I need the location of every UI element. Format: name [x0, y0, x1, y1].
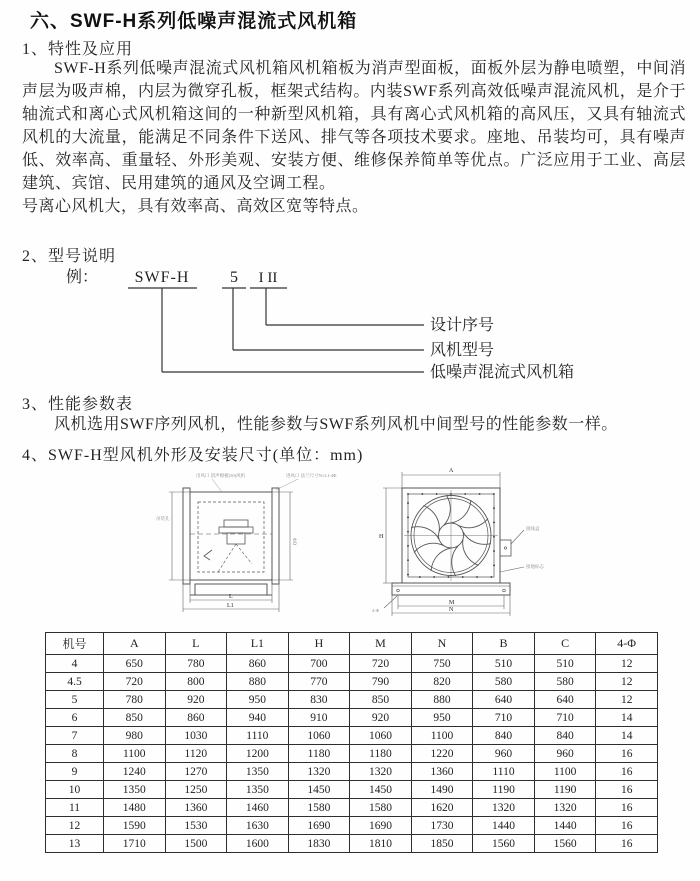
table-row — [46, 835, 658, 853]
table-cell: 1220 — [411, 745, 473, 763]
table-cell: 880 — [411, 691, 473, 709]
dim-L1-label: L1 — [227, 603, 234, 609]
table-cell: 700 — [288, 655, 350, 673]
table-cell: 1060 — [288, 727, 350, 745]
column-header: N — [411, 633, 473, 655]
table-cell: 960 — [534, 745, 596, 763]
table-cell: 800 — [165, 673, 227, 691]
table-row — [46, 763, 658, 781]
table-cell: 13 — [46, 835, 104, 853]
table-cell: 1320 — [473, 799, 535, 817]
dim-L-label: L — [229, 594, 233, 600]
table-cell: 770 — [288, 673, 350, 691]
table-row — [46, 727, 658, 745]
table-cell: 12 — [596, 673, 658, 691]
table-cell: 16 — [596, 781, 658, 799]
table-cell: 5 — [46, 691, 104, 709]
inlet-flange-label: 进风口 法兰尺寸N×L1-4Φ — [286, 473, 337, 478]
column-header: L1 — [227, 633, 289, 655]
column-header: A — [104, 633, 166, 655]
table-cell: 960 — [473, 745, 535, 763]
table-cell: 840 — [534, 727, 596, 745]
diagram-lines — [128, 288, 424, 372]
table-cell: 7 — [46, 727, 104, 745]
column-header: C — [534, 633, 596, 655]
table-cell: 850 — [104, 709, 166, 727]
table-cell: 1580 — [288, 799, 350, 817]
table-cell: 580 — [473, 673, 535, 691]
table-cell: 4 — [46, 655, 104, 673]
table-row — [46, 817, 658, 835]
table-cell: 14 — [596, 727, 658, 745]
table-cell: 880 — [227, 673, 289, 691]
table-cell: 1580 — [350, 799, 412, 817]
table-cell: 1440 — [473, 817, 535, 835]
table-cell: 1350 — [227, 781, 289, 799]
table-cell: 790 — [350, 673, 412, 691]
table-cell: 9 — [46, 763, 104, 781]
table-cell: 720 — [104, 673, 166, 691]
table-cell: 860 — [227, 655, 289, 673]
table-row — [46, 691, 658, 709]
front-view-drawing — [392, 488, 511, 595]
table-cell: 640 — [534, 691, 596, 709]
table-cell: 16 — [596, 817, 658, 835]
table-cell: 1830 — [288, 835, 350, 853]
table-cell: 1270 — [165, 763, 227, 781]
table-cell: 1850 — [411, 835, 473, 853]
hoist-hole-label: 吊装孔 — [156, 516, 170, 521]
impeller-dia-dim-label: ΦD — [291, 538, 296, 546]
table-cell: 720 — [350, 655, 412, 673]
table-cell: 1450 — [288, 781, 350, 799]
table-cell: 1060 — [350, 727, 412, 745]
table-cell: 1030 — [165, 727, 227, 745]
dimension-table — [45, 632, 658, 853]
table-cell: 1450 — [350, 781, 412, 799]
section3-body: 风机选用SWF序列风机，性能参数与SWF系列风机中间型号的性能参数一样。 — [54, 416, 618, 433]
table-cell: 1350 — [227, 763, 289, 781]
table-cell: 1190 — [534, 781, 596, 799]
table-cell: 1110 — [473, 763, 535, 781]
table-row — [46, 655, 658, 673]
table-cell: 980 — [104, 727, 166, 745]
table-cell: 780 — [104, 691, 166, 709]
table-cell: 920 — [165, 691, 227, 709]
table-row — [46, 673, 658, 691]
column-header: 机号 — [46, 633, 104, 655]
table-body — [46, 655, 658, 853]
table-cell: 16 — [596, 763, 658, 781]
front-view-dimensions — [383, 472, 524, 616]
table-cell: 1180 — [288, 745, 350, 763]
outlet-label: 出风口 消声棉板(50)风机 — [196, 473, 246, 478]
column-header: 4-Φ — [596, 633, 658, 655]
dim-N-label: N — [449, 607, 454, 613]
column-header: H — [288, 633, 350, 655]
table-cell: 1620 — [411, 799, 473, 817]
table-cell: 1730 — [411, 817, 473, 835]
table-cell: 510 — [534, 655, 596, 673]
table-cell: 14 — [596, 709, 658, 727]
callout-box-name: 低噪声混流式风机箱 — [430, 364, 575, 381]
table-cell: 750 — [411, 655, 473, 673]
table-cell: 820 — [411, 673, 473, 691]
dim-M-label: M — [449, 600, 455, 606]
page-title: 六、SWF-H系列低噪声混流式风机箱 — [30, 11, 358, 32]
table-cell: 1480 — [104, 799, 166, 817]
table-cell: 1190 — [473, 781, 535, 799]
table-cell: 640 — [473, 691, 535, 709]
table-row — [46, 745, 658, 763]
table-cell: 920 — [350, 709, 412, 727]
model-size: 5 — [230, 269, 238, 286]
table-cell: 1810 — [350, 835, 412, 853]
table-cell: 12 — [46, 817, 104, 835]
table-cell: 940 — [227, 709, 289, 727]
table-cell: 840 — [473, 727, 535, 745]
table-cell: 10 — [46, 781, 104, 799]
dim-H-label: H — [379, 534, 384, 540]
callout-fan-model: 风机型号 — [430, 342, 495, 359]
table-cell: 16 — [596, 745, 658, 763]
table-cell: 1690 — [350, 817, 412, 835]
table-cell: 11 — [46, 799, 104, 817]
table-cell: 16 — [596, 835, 658, 853]
table-row — [46, 799, 658, 817]
table-row — [46, 781, 658, 799]
table-cell: 1180 — [350, 745, 412, 763]
dim-A-label: A — [449, 468, 454, 474]
table-cell: 910 — [288, 709, 350, 727]
table-cell: 1360 — [165, 799, 227, 817]
side-view-drawing — [183, 488, 279, 595]
section1-paragraph — [22, 57, 686, 218]
example-label: 例： — [66, 269, 99, 286]
table-cell: 1490 — [411, 781, 473, 799]
table-cell: 510 — [473, 655, 535, 673]
callout-design-serial: 设计序号 — [430, 317, 495, 334]
model-designation-diagram — [0, 262, 700, 392]
table-cell: 650 — [104, 655, 166, 673]
section3-heading: 3、性能参数表 — [22, 396, 134, 413]
table-cell: 1240 — [104, 763, 166, 781]
ground-mark-label: 接地标志 — [526, 564, 544, 569]
table-cell: 1630 — [227, 817, 289, 835]
table-cell: 710 — [473, 709, 535, 727]
column-header: B — [473, 633, 535, 655]
table-cell: 1440 — [534, 817, 596, 835]
table-cell: 8 — [46, 745, 104, 763]
table-cell: 1560 — [473, 835, 535, 853]
table-cell: 580 — [534, 673, 596, 691]
table-header-row — [46, 633, 658, 655]
table-cell: 1320 — [350, 763, 412, 781]
table-cell: 830 — [288, 691, 350, 709]
table-cell: 780 — [165, 655, 227, 673]
model-prefix: SWF-H — [134, 269, 190, 286]
column-header: L — [165, 633, 227, 655]
table-cell: 12 — [596, 655, 658, 673]
table-cell: 1500 — [165, 835, 227, 853]
section2-heading: 2、型号说明 — [22, 248, 117, 265]
table-cell: 1100 — [411, 727, 473, 745]
section1-heading: 1、特性及应用 — [22, 41, 134, 58]
table-cell: 1690 — [288, 817, 350, 835]
table-cell: 950 — [227, 691, 289, 709]
paragraph-fragment: 号离心风机大，具有效率高、高效区宽等特点。 — [22, 198, 369, 215]
model-series: I II — [258, 270, 278, 286]
features-paragraph: SWF-H系列低噪声混流式风机箱风机箱板为消声型面板，面板外层为静电喷塑，中间消声层为吸声棉，内层为微穿孔板，框架式结构。内装SWF系列高效低噪声混流风机，是介于轴流式和离心式风机箱这间的一种新型风机箱，具有离心式风机箱的高风压，又具有轴流式风机的大流量，能满足不同条件下送风、排气等各项技术要求。座地、吊装均可，具有噪声低、效率高、重量轻、外形美观、安装方便、维修保养简单等优点。广泛应用于工业、高层建筑、宾馆、民用建筑的通风及空调工程。 — [22, 60, 686, 192]
table-cell: 1200 — [227, 745, 289, 763]
junction-box-label: 接线盒 — [526, 526, 540, 531]
section4-heading: 4、SWF-H型风机外形及安装尺寸(单位：mm) — [22, 447, 364, 464]
table-cell: 1120 — [165, 745, 227, 763]
table-cell: 1590 — [104, 817, 166, 835]
table-cell: 1100 — [534, 763, 596, 781]
table-cell: 860 — [165, 709, 227, 727]
table-cell: 950 — [411, 709, 473, 727]
table-cell: 850 — [350, 691, 412, 709]
table-row — [46, 709, 658, 727]
side-view-leaders — [212, 479, 298, 492]
table-cell: 710 — [534, 709, 596, 727]
column-header: M — [350, 633, 412, 655]
table-cell: 1560 — [534, 835, 596, 853]
table-cell: 16 — [596, 799, 658, 817]
table-cell: 1100 — [104, 745, 166, 763]
table-cell: 1360 — [411, 763, 473, 781]
table-cell: 1710 — [104, 835, 166, 853]
table-cell: 1110 — [227, 727, 289, 745]
table-cell: 12 — [596, 691, 658, 709]
table-cell: 1530 — [165, 817, 227, 835]
table-cell: 1600 — [227, 835, 289, 853]
table-cell: 1250 — [165, 781, 227, 799]
table-cell: 6 — [46, 709, 104, 727]
installation-drawings — [0, 460, 700, 628]
table-cell: 1320 — [534, 799, 596, 817]
table-cell: 1350 — [104, 781, 166, 799]
foot-hole-label: 4-Φ — [372, 608, 380, 613]
table-cell: 1460 — [227, 799, 289, 817]
table-cell: 4.5 — [46, 673, 104, 691]
table-cell: 1320 — [288, 763, 350, 781]
